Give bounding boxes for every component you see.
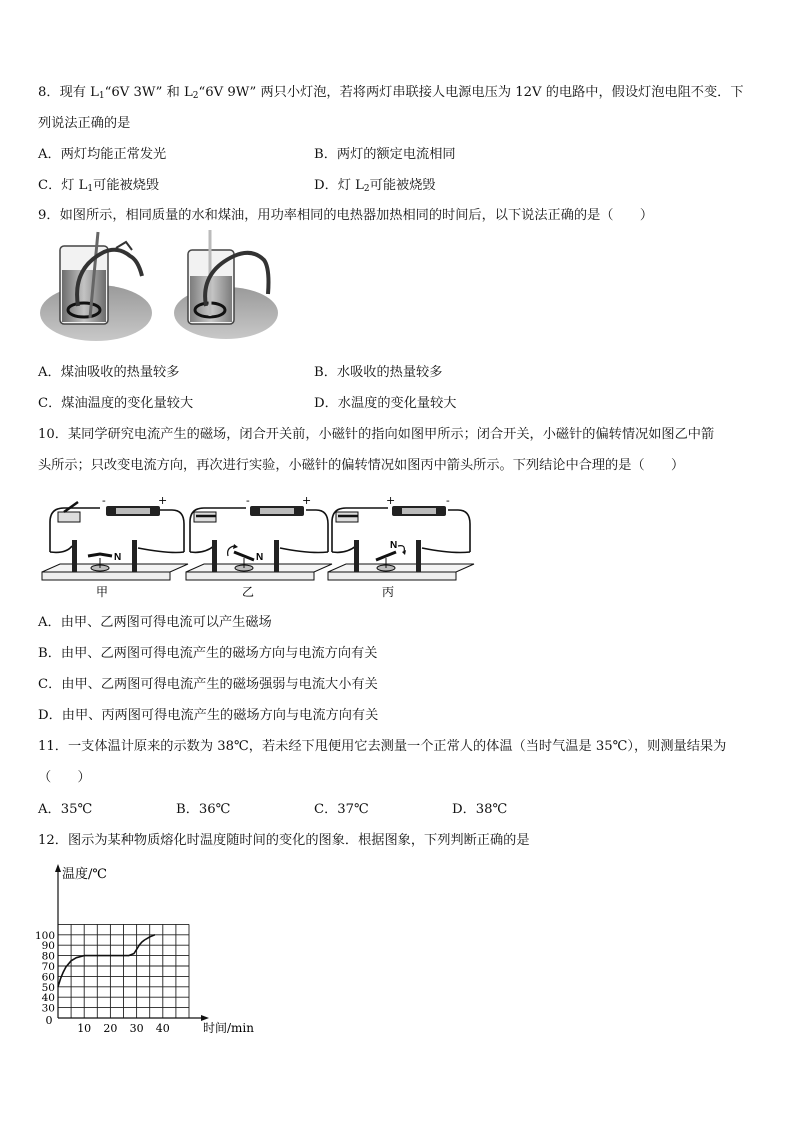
q10-option-c: C．由甲、乙两图可得电流产生的磁场强弱与电流大小有关: [38, 677, 378, 692]
q10-circuit-figures: [38, 494, 468, 602]
bing-needle-n: N: [390, 540, 398, 551]
q9-stem: 9．如图所示，相同质量的水和煤油，用功率相同的电热器加热相同的时间后，以下说法正确的是（ ）: [38, 208, 654, 223]
q11-stem-line2: （ ）: [38, 770, 91, 785]
q8-option-d-sub: 2: [363, 184, 370, 194]
q8-text-c: “6V 9W” 两只小灯泡，若将两灯串联接人电源电压为 12V 的电路中，假设灯泡电阻不变．下: [198, 85, 744, 100]
origin-label: 0: [45, 1014, 53, 1027]
q8-option-c-sub: 1: [87, 184, 94, 194]
q8-sub-1: 1: [98, 91, 105, 101]
x-tick-label: 20: [103, 1022, 118, 1035]
beaker-water: [40, 232, 152, 341]
q8-stem-line1: [38, 84, 744, 105]
q10-option-a: A．由甲、乙两图可得电流可以产生磁场: [38, 615, 272, 630]
q10-option-b: B．由甲、乙两图可得电流产生的磁场方向与电流方向有关: [38, 646, 378, 661]
y-axis-arrow: [55, 864, 61, 872]
q11-option-a: A．35℃: [38, 802, 93, 817]
q11-stem-line1: 11．一支体温计原来的示数为 38℃，若未经下甩便用它去测量一个正常人的体温（当时气温是 35℃），则测量结果为: [38, 739, 727, 754]
bing-plus: +: [386, 494, 396, 507]
q11-option-d: D．38℃: [452, 802, 508, 817]
y-tick-label: 70: [41, 961, 55, 973]
beaker-kerosene: [174, 230, 278, 339]
q8-text-b: “6V 3W” 和 L: [104, 85, 193, 100]
q8-option-c-text-b: 可能被烧毁: [93, 178, 160, 193]
y-tick-label: 80: [41, 950, 55, 963]
q8-text-a: 8．现有 L: [38, 85, 99, 100]
y-tick-label: 40: [41, 992, 55, 1005]
jia-minus: -: [102, 494, 106, 507]
y-axis-label: 温度/℃: [62, 867, 107, 882]
q11-option-b: B．36℃: [176, 802, 231, 817]
jia-needle-n: N: [114, 552, 122, 563]
q9-option-b: B．水吸收的热量较多: [314, 365, 443, 380]
q8-stem-line2: 列说法正确的是: [38, 116, 131, 131]
y-tick-label: 90: [41, 940, 55, 953]
fig-label-bing: 丙: [382, 585, 395, 599]
q10-stem-line1: 10．某同学研究电流产生的磁场，闭合开关前，小磁针的指向如图甲所示；闭合开关，小磁针的偏转情况如图乙中箭: [38, 427, 715, 442]
q12-melting-chart: [28, 858, 254, 1042]
q10-stem-line2: 头所示；只改变电流方向，再次进行实验，小磁针的偏转情况如图丙中箭头所示。下列结论中合理的是（ ）: [38, 458, 685, 473]
y-tick-label: 60: [41, 971, 55, 984]
yi-plus: +: [302, 494, 312, 507]
fig-label-jia: 甲: [96, 585, 109, 599]
x-axis-label: 时间/min: [203, 1021, 254, 1035]
q11-option-c: C．37℃: [314, 802, 369, 817]
y-tick-label: 50: [41, 981, 55, 994]
q8-option-c: [38, 177, 159, 198]
q8-option-d-text: D．灯 L: [314, 178, 364, 193]
temperature-curve: [58, 935, 155, 987]
q8-option-b: B．两灯的额定电流相同: [314, 147, 456, 162]
x-tick-label: 30: [129, 1022, 144, 1035]
circuit-bing: [328, 494, 474, 599]
q8-option-a: A．两灯均能正常发光: [38, 147, 167, 162]
y-tick-label: 30: [41, 1002, 55, 1015]
q9-option-d: D．水温度的变化量较大: [314, 396, 457, 411]
x-tick-label: 40: [155, 1022, 170, 1035]
q9-option-c: C．煤油温度的变化量较大: [38, 396, 194, 411]
q10-option-d: D．由甲、丙两图可得电流产生的磁场方向与电流方向有关: [38, 708, 379, 723]
q9-beakers-figure: [38, 228, 278, 350]
circuit-jia: [42, 494, 188, 599]
q8-sub-2: 2: [192, 91, 199, 101]
jia-plus: +: [158, 494, 168, 507]
q8-option-d: [314, 177, 436, 198]
y-tick-label: 100: [34, 929, 55, 942]
q12-stem: 12．图示为某种物质熔化时温度随时间的变化的图象．根据图象，下列判断正确的是: [38, 833, 530, 848]
yi-needle-n: N: [256, 552, 264, 563]
q9-option-a: A．煤油吸收的热量较多: [38, 365, 180, 380]
x-tick-label: 10: [77, 1022, 92, 1035]
circuit-yi: [186, 494, 332, 599]
q8-option-c-text: C．灯 L: [38, 178, 88, 193]
fig-label-yi: 乙: [242, 585, 255, 599]
bing-minus: -: [446, 494, 450, 507]
yi-minus: -: [246, 494, 250, 507]
q8-option-d-text-b: 可能被烧毁: [369, 178, 436, 193]
